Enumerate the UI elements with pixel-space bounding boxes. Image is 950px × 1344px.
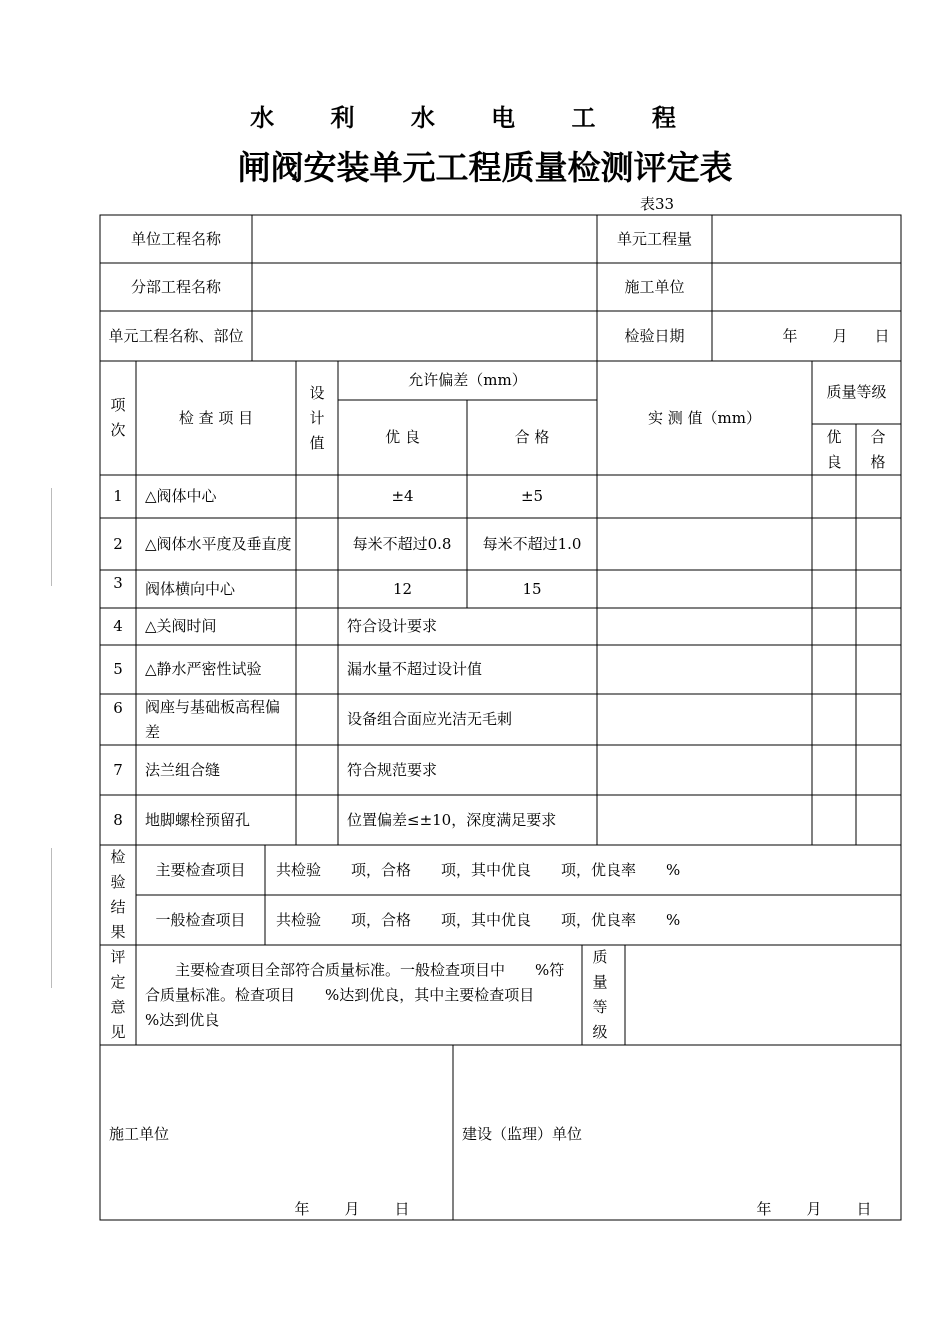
page-title: 闸阀安装单元工程质量检测评定表 xyxy=(237,148,733,187)
row-3-excellent: 12 xyxy=(392,579,413,598)
row-5-no: 5 xyxy=(113,660,123,678)
row-4-requirement: 符合设计要求 xyxy=(347,617,438,635)
row-4-item: △关阀时间 xyxy=(145,617,217,635)
measured-value-header: 实 测 值（mm） xyxy=(648,408,761,427)
contractor-sign-year: 年 xyxy=(294,1199,310,1218)
contractor-label: 施工单位 xyxy=(624,277,685,296)
row-2-item: △阀体水平度及垂直度 xyxy=(145,534,292,553)
division-name-label: 分部工程名称 xyxy=(130,277,221,296)
tolerance-excellent-header: 优 良 xyxy=(385,428,420,446)
element-quantity-label: 单元工程量 xyxy=(616,229,692,248)
row-3-no: 3 xyxy=(113,573,123,592)
row-6-requirement: 设备组合面应光洁无毛刺 xyxy=(347,710,513,728)
evaluation-opinion-label: 评定意见 xyxy=(110,948,126,1041)
row-8-requirement: 位置偏差≤±10，深度满足要求 xyxy=(347,810,557,829)
check-item-header: 检 查 项 目 xyxy=(178,408,254,427)
row-4-no: 4 xyxy=(113,617,123,635)
row-2-no: 2 xyxy=(113,534,123,553)
main-check-summary: 共检验 项，合格 项，其中优良 项，优良率 % xyxy=(276,860,681,879)
row-1-no: 1 xyxy=(113,487,123,505)
owner-sign-year: 年 xyxy=(756,1199,772,1218)
element-name-location-label: 单元工程名称、部位 xyxy=(108,326,244,345)
quality-grade-label: 质量等级 xyxy=(592,948,608,1041)
item-no-header: 项次 xyxy=(110,396,126,439)
row-5-requirement: 漏水量不超过设计值 xyxy=(347,660,483,678)
row-1-excellent: ±4 xyxy=(391,487,414,505)
row-8-no: 8 xyxy=(113,810,123,829)
row-7-item: 法兰组合缝 xyxy=(145,760,221,779)
row-2-qualified: 每米不超过1.0 xyxy=(482,534,582,553)
grade-excellent-header: 优良 xyxy=(826,427,842,471)
date-day: 日 xyxy=(874,326,890,345)
owner-sign-label: 建设（监理）单位 xyxy=(462,1124,583,1143)
inspection-result-label: 检验结果 xyxy=(110,848,126,941)
contractor-sign-month: 月 xyxy=(344,1199,360,1218)
evaluation-opinion-text: 主要检查项目全部符合质量标准。一般检查项目中 %符合质量标准。检查项目 %达到优良，其中主要检查项目 %达到优良 xyxy=(145,961,565,1029)
tolerance-header: 允许偏差（mm） xyxy=(408,371,527,389)
general-check-items-label: 一般检查项目 xyxy=(155,910,246,929)
row-6-item: 阀座与基础板高程偏差 xyxy=(145,697,281,741)
general-check-summary: 共检验 项，合格 项，其中优良 项，优良率 % xyxy=(276,910,681,929)
owner-sign-month: 月 xyxy=(806,1199,822,1218)
main-check-items-label: 主要检查项目 xyxy=(155,860,246,879)
contractor-sign-label: 施工单位 xyxy=(109,1124,170,1143)
date-month: 月 xyxy=(832,326,848,345)
row-3-item: 阀体横向中心 xyxy=(145,579,236,598)
table-number: 表33 xyxy=(640,195,675,213)
contractor-sign-day: 日 xyxy=(394,1199,410,1218)
inspect-date-label: 检验日期 xyxy=(624,326,685,345)
row-1-item: △阀体中心 xyxy=(145,487,217,505)
row-8-item: 地脚螺栓预留孔 xyxy=(145,810,251,829)
subtitle: 水 利 水 电 工 程 xyxy=(250,104,700,132)
row-6-no: 6 xyxy=(113,698,123,717)
row-7-no: 7 xyxy=(113,760,123,779)
grade-qualified-header: 合格 xyxy=(870,427,886,471)
design-value-header: 设计值 xyxy=(309,383,325,452)
owner-sign-day: 日 xyxy=(856,1199,872,1218)
row-5-item: △静水严密性试验 xyxy=(145,660,262,678)
quality-grade-header: 质量等级 xyxy=(826,383,887,401)
unit-project-name-label: 单位工程名称 xyxy=(130,229,221,248)
tolerance-qualified-header: 合 格 xyxy=(514,428,550,446)
row-1-qualified: ±5 xyxy=(520,487,544,505)
row-3-qualified: 15 xyxy=(522,579,542,598)
date-year: 年 xyxy=(782,326,798,345)
row-2-excellent: 每米不超过0.8 xyxy=(352,534,452,553)
row-7-requirement: 符合规范要求 xyxy=(347,760,438,779)
